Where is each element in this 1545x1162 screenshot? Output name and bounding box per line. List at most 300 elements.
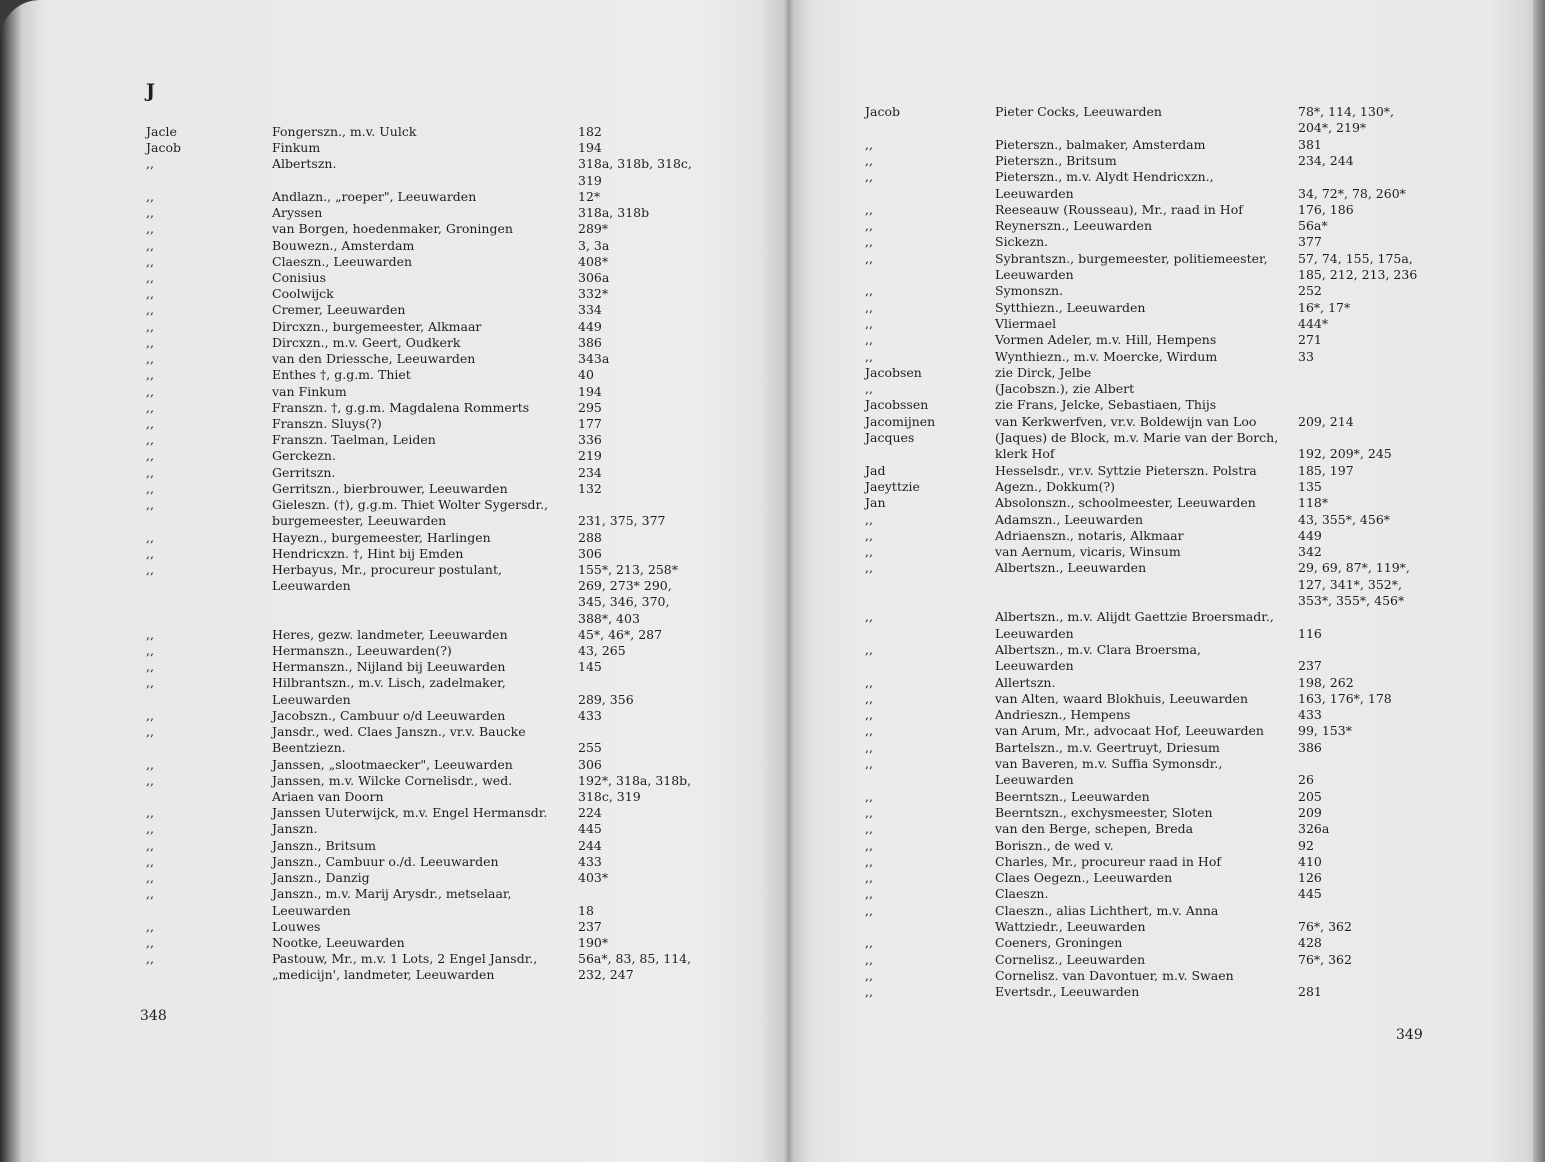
entry-name: ,, [146,383,154,399]
index-entry [0,335,788,351]
index-entry [0,254,788,270]
index-entry [0,416,788,432]
index-entry [788,772,1545,788]
entry-name: ,, [146,626,154,642]
index-entry [0,919,788,935]
entry-desc: Andlazn., „roeper", Leeuwarden [272,188,477,204]
entry-desc: Hayezn., burgemeester, Harlingen [272,529,491,545]
index-entry [788,935,1545,951]
entry-refs: 204*, 219* [1298,120,1367,136]
entry-desc: van den Berge, schepen, Breda [995,821,1194,837]
entry-refs: 381 [1298,136,1322,152]
entry-refs: 209 [1298,804,1322,820]
entry-desc: Gerritszn. [272,464,336,480]
entry-name: ,, [146,756,154,772]
entry-name: ,, [146,805,154,821]
index-entry [788,414,1545,430]
entry-desc: van Kerkwerfven, vr.v. Boldewijn van Loo [995,413,1257,429]
index-entry [788,316,1545,332]
index-entry [0,546,788,562]
entry-refs: 185, 197 [1298,462,1354,478]
entry-desc: Coolwijck [272,286,334,302]
entry-refs: 345, 346, 370, [578,594,670,610]
entry-name: ,, [865,739,873,755]
entry-refs: 155*, 213, 258* [578,561,678,577]
entry-refs: 433 [578,707,602,723]
entry-refs: 43, 355*, 456* [1298,511,1391,527]
entry-desc: zie Dirck, Jelbe [995,364,1092,380]
entry-desc: Beerntszn., exchysmeester, Sloten [995,804,1213,820]
entry-refs: 343a [578,351,610,367]
entry-name: ,, [865,723,873,739]
entry-refs: 145 [578,659,602,675]
index-entry [0,903,788,919]
entry-desc: Absolonszn., schoolmeester, Leeuwarden [995,495,1256,511]
entry-name: ,, [146,707,154,723]
entry-desc: Bartelszn., m.v. Geertruyt, Driesum [995,739,1220,755]
entry-desc: Claeszn., alias Lichthert, m.v. Anna [995,902,1219,918]
index-entry [0,757,788,773]
entry-desc: Jansdr., wed. Claes Janszn., vr.v. Baucke [272,724,526,740]
entry-desc: Coeners, Groningen [995,935,1123,951]
entry-refs: 76*, 362 [1298,951,1352,967]
entry-refs: 224 [578,805,602,821]
entry-refs: 76*, 362 [1298,919,1352,934]
entry-desc: Evertsdr., Leeuwarden [995,984,1140,1000]
entry-desc: Boriszn., de wed v. [995,837,1114,853]
entry-name: ,, [146,821,154,837]
entry-desc: Cornelisz., Leeuwarden [995,951,1146,967]
entry-name: ,, [146,415,154,431]
entry-name: ,, [146,853,154,869]
index-entry [0,497,788,513]
entry-name: ,, [146,935,154,950]
entry-desc: Leeuwarden [995,772,1074,788]
index-entry [0,465,788,481]
entry-refs: 295 [578,399,602,415]
index-entry [0,854,788,870]
entry-desc: van Baveren, m.v. Suffia Symonsdr., [995,756,1223,771]
entry-name: ,, [146,772,154,788]
entry-desc: Andrieszn., Hempens [995,707,1131,723]
entry-refs: 318a, 318b, 318c, [578,156,692,172]
entry-name: ,, [146,918,154,934]
entry-refs: 252 [1298,283,1322,299]
entry-name: ,, [146,480,154,496]
index-entry [788,495,1545,511]
index-entry [788,397,1545,413]
entry-name: ,, [865,984,873,1000]
index-entry [788,789,1545,805]
index-entry [0,821,788,837]
entry-refs: 192, 209*, 245 [1298,446,1392,462]
entry-name: ,, [865,674,873,690]
index-entry [0,173,788,189]
entry-name: ,, [146,156,154,172]
entry-desc: Jacobszn., Cambuur o/d Leeuwarden [272,707,506,723]
entry-desc: Janszn., m.v. Marij Arysdr., metselaar, [272,886,512,902]
entry-name: ,, [865,201,873,217]
index-entry [788,756,1545,772]
entry-refs: 445 [578,821,602,837]
index-entry [0,319,788,335]
entry-name: ,, [865,870,873,886]
entry-refs: 185, 212, 213, 236 [1298,267,1418,282]
entry-desc: van Finkum [272,383,347,399]
entry-desc: Ariaen van Doorn [272,789,384,805]
entry-desc: Janssen, m.v. Wilcke Cornelisdr., wed. [272,772,513,788]
entry-name: ,, [146,205,154,221]
index-entry [0,156,788,172]
entry-desc: Janssen Uuterwijck, m.v. Engel Hermansdr. [272,805,548,821]
entry-desc: Leeuwarden [995,625,1074,641]
entry-refs: 126 [1298,870,1322,886]
entry-name: ,, [865,853,873,869]
entry-name: ,, [865,804,873,820]
entry-desc: Adriaenszn., notaris, Alkmaar [995,527,1184,543]
entry-refs: 444* [1298,315,1329,331]
entry-desc: Reeseauw (Rousseau), Mr., raad in Hof [995,201,1243,217]
index-entry [0,838,788,854]
entry-refs: 57, 74, 155, 175a, [1298,250,1413,266]
index-entry [0,513,788,529]
entry-refs: 182 [578,124,602,139]
entry-desc: Beentziezn. [272,740,346,756]
entry-name: ,, [146,545,154,561]
entry-name: ,, [865,218,873,234]
index-entry [0,967,788,983]
index-entry [788,332,1545,348]
entry-refs: 288 [578,529,602,545]
entry-desc: Claeszn. [995,886,1049,902]
index-entry [0,400,788,416]
index-entry [788,479,1545,495]
entry-desc: Wattziedr., Leeuwarden [995,919,1146,934]
index-entry [788,740,1545,756]
index-entry [0,481,788,497]
entry-name: ,, [146,351,154,367]
index-entry [788,234,1545,250]
entry-name: ,, [865,315,873,331]
index-entry [788,577,1545,593]
index-entry [788,723,1545,739]
index-entry [788,544,1545,560]
entry-refs: 132 [578,480,602,496]
index-entry [788,300,1545,316]
index-entry [0,351,788,367]
entry-name: Jan [865,495,886,511]
index-entry [0,935,788,951]
index-entry [0,384,788,400]
entry-name: Jacob [146,140,181,156]
index-entry [788,446,1545,462]
index-entry [788,952,1545,968]
entry-refs: 177 [578,415,602,431]
entry-refs: 255 [578,740,602,756]
entry-desc: Enthes †, g.g.m. Thiet [272,367,411,383]
index-entry [788,560,1545,576]
entry-name: ,, [146,724,154,740]
entry-refs: 18 [578,902,594,918]
index-entry [0,724,788,740]
entry-name: Jacobssen [865,397,929,413]
entry-name: ,, [865,234,873,250]
index-entry [788,169,1545,185]
entry-refs: 289* [578,221,609,237]
entry-desc: Hermanszn., Leeuwarden(?) [272,643,452,659]
entry-desc: Janszn., Danzig [272,870,370,886]
entry-desc: Cremer, Leeuwarden [272,302,406,318]
entry-refs: 386 [578,334,602,350]
index-entry [788,430,1545,446]
entry-desc: Agezn., Dokkum(?) [995,478,1116,494]
entry-desc: Janszn. [272,821,318,837]
entry-desc: Bouwezn., Amsterdam [272,237,415,253]
index-entry [788,903,1545,919]
entry-desc: (Jaques) de Block, m.v. Marie van der Borch, [995,430,1279,445]
entry-name: ,, [146,529,154,545]
entry-desc: burgemeester, Leeuwarden [272,513,447,529]
entry-desc: Pastouw, Mr., m.v. 1 Lots, 2 Engel Jansdr., [272,951,538,967]
entry-refs: 428 [1298,935,1322,951]
entry-desc: van Aernum, vicaris, Winsum [995,544,1181,560]
entry-name: ,, [146,188,154,204]
book-edge [1533,0,1545,1162]
entry-desc: Hilbrantszn., m.v. Lisch, zadelmaker, [272,675,506,691]
entry-name: Jaeyttzie [865,478,920,494]
entry-desc: Leeuwarden [995,185,1074,201]
index-entry [0,740,788,756]
entry-refs: 78*, 114, 130*, [1298,104,1394,119]
entry-name: ,, [146,675,154,691]
index-entry [0,870,788,886]
entry-desc: Leeuwarden [272,902,351,918]
entry-refs: 403* [578,870,609,886]
index-entry [0,562,788,578]
entry-name: Jacle [146,124,177,139]
entry-name: ,, [865,707,873,723]
entry-name: Jacques [865,430,915,445]
entry-desc: Pieterszn., m.v. Alydt Hendricxzn., [995,169,1214,185]
entry-name: ,, [146,367,154,383]
entry-refs: 29, 69, 87*, 119*, [1298,560,1410,576]
entry-name: ,, [146,837,154,853]
entry-desc: Herbayus, Mr., procureur postulant, [272,561,502,577]
entry-refs: 99, 153* [1298,723,1352,739]
entry-refs: 231, 375, 377 [578,513,666,529]
entry-desc: Janszn., Britsum [272,837,376,853]
entry-desc: Leeuwarden [995,267,1074,282]
entry-desc: zie Frans, Jelcke, Sebastiaen, Thijs [995,397,1217,413]
entry-name: ,, [865,967,873,983]
entry-refs: 332* [578,286,609,302]
entry-desc: Dircxzn., m.v. Geert, Oudkerk [272,334,461,350]
entry-desc: Albertszn., m.v. Alijdt Gaettzie Broersmadr., [995,609,1274,625]
index-entry [788,512,1545,528]
entry-desc: Janssen, „slootmaecker", Leeuwarden [272,756,513,772]
index-entry [0,886,788,902]
index-entry [788,886,1545,902]
entry-desc: klerk Hof [995,446,1055,462]
entry-desc: Finkum [272,140,321,156]
index-entry [788,968,1545,984]
entry-name: ,, [146,334,154,350]
entry-refs: 26 [1298,772,1314,788]
entry-name: ,, [865,756,873,771]
entry-refs: 306a [578,269,610,285]
index-entry [788,463,1545,479]
entry-refs: 408* [578,253,609,269]
entry-desc: van den Driessche, Leeuwarden [272,351,476,367]
entry-refs: 319 [578,172,602,188]
entry-name: ,, [865,283,873,299]
index-entry [788,642,1545,658]
entry-refs: 118* [1298,495,1329,511]
index-entry [0,140,788,156]
entry-refs: 318c, 319 [578,789,641,805]
entry-refs: 244 [578,837,602,853]
entry-refs: 386 [1298,739,1322,755]
index-entry [0,189,788,205]
entry-refs: 209, 214 [1298,413,1354,429]
entry-refs: 342 [1298,544,1322,560]
entry-name: ,, [865,609,873,625]
entry-desc: Janszn., Cambuur o./d. Leeuwarden [272,853,499,869]
entry-desc: Sickezn. [995,234,1049,250]
entry-name: ,, [865,136,873,152]
entry-refs: 326a [1298,821,1330,837]
entry-refs: 289, 356 [578,691,634,707]
entry-desc: Hendricxzn. †, Hint bij Emden [272,545,464,561]
entry-refs: 306 [578,756,602,772]
entry-desc: Albertszn., m.v. Clara Broersma, [995,641,1201,657]
entry-name: ,, [146,497,154,513]
index-entry [0,708,788,724]
entry-desc: Vliermael [995,315,1057,331]
entry-name: ,, [146,870,154,886]
entry-desc: Franszn. Sluys(?) [272,415,382,431]
index-entry [0,692,788,708]
index-entry [788,609,1545,625]
entry-name: ,, [146,561,154,577]
index-entry [788,251,1545,267]
page-number-left: 348 [140,1008,167,1024]
entry-desc: „medicijn', landmeter, Leeuwarden [272,967,495,983]
index-entry [0,659,788,675]
entry-refs: 318a, 318b [578,205,650,221]
index-entry [0,448,788,464]
entry-refs: 33 [1298,348,1314,364]
index-entry [0,951,788,967]
entry-desc: Gerritszn., bierbrouwer, Leeuwarden [272,480,508,496]
index-entry [788,153,1545,169]
entry-name: ,, [865,821,873,837]
entry-name: ,, [146,221,154,237]
entry-desc: (Jacobszn.), zie Albert [995,381,1135,397]
entry-name: ,, [146,448,154,464]
entry-desc: Wynthiezn., m.v. Moercke, Wirdum [995,348,1218,364]
entry-refs: 219 [578,448,602,464]
entry-desc: Claeszn., Leeuwarden [272,253,413,269]
entry-name: ,, [146,886,154,902]
entry-desc: Reynerszn., Leeuwarden [995,218,1152,234]
index-entry [0,286,788,302]
index-entry [788,104,1545,120]
entry-name: Jacobsen [865,364,922,380]
entry-refs: 92 [1298,837,1314,853]
entry-refs: 388*, 403 [578,610,640,626]
entry-refs: 377 [1298,234,1322,250]
index-entry [0,205,788,221]
index-entry [788,381,1545,397]
entry-refs: 34, 72*, 78, 260* [1298,185,1406,201]
index-entry [788,707,1545,723]
entry-desc: Fongerszn., m.v. Uulck [272,124,417,139]
entry-refs: 43, 265 [578,643,626,659]
entry-refs: 281 [1298,984,1322,1000]
entry-refs: 232, 247 [578,967,634,983]
entry-refs: 205 [1298,788,1322,804]
entry-name: ,, [865,527,873,543]
entry-desc: Franszn. †, g.g.m. Magdalena Rommerts [272,399,530,415]
entry-desc: Albertszn. [272,156,337,172]
index-entry [788,821,1545,837]
entry-name: ,, [146,399,154,415]
entry-name: ,, [146,286,154,302]
index-entry [0,789,788,805]
entry-desc: Pieterszn., Britsum [995,152,1117,168]
entry-desc: Heres, gezw. landmeter, Leeuwarden [272,626,508,642]
entry-name: Jad [865,462,886,478]
entry-refs: 449 [578,318,602,334]
entry-name: ,, [865,348,873,364]
entry-name: ,, [865,511,873,527]
entry-name: ,, [865,544,873,560]
entry-desc: Franszn. Taelman, Leiden [272,432,436,448]
entry-desc: van Borgen, hoedenmaker, Groningen [272,221,513,237]
entry-refs: 334 [578,302,602,318]
entry-name: ,, [146,269,154,285]
entry-desc: Pieterszn., balmaker, Amsterdam [995,136,1206,152]
index-entry [0,627,788,643]
index-entry [788,805,1545,821]
entry-name: Jacob [865,104,900,119]
index-entry [0,805,788,821]
entry-name: ,, [146,464,154,480]
entry-desc: Gerckezn. [272,448,336,464]
entry-refs: 12* [578,188,601,204]
entry-refs: 237 [1298,658,1322,674]
index-entry [788,870,1545,886]
index-entry [0,124,788,140]
index-entry [0,643,788,659]
entry-desc: Claes Oegezn., Leeuwarden [995,870,1173,886]
entry-desc: Allertszn. [995,674,1056,690]
entry-name: ,, [865,299,873,315]
entry-desc: Albertszn., Leeuwarden [995,560,1147,576]
entry-name: ,, [146,318,154,334]
entry-desc: Hermanszn., Nijland bij Leeuwarden [272,659,506,675]
entry-name: ,, [146,659,154,675]
entry-refs: 306 [578,545,602,561]
index-entry [0,611,788,627]
entry-name: ,, [865,690,873,706]
entry-desc: Adamszn., Leeuwarden [995,511,1144,527]
entry-name: ,, [865,560,873,576]
entry-desc: Leeuwarden [995,658,1074,674]
entry-desc: Conisius [272,269,327,285]
entry-refs: 237 [578,918,602,934]
